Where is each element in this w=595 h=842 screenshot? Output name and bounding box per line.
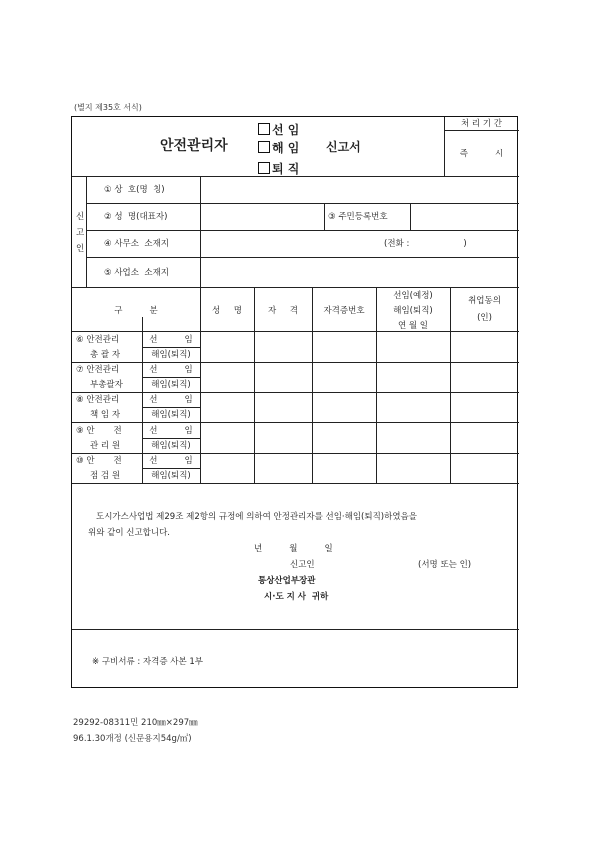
field-representative: ② 성 명(대표자): [104, 212, 168, 222]
row2-label-2: 부총괄자: [90, 380, 123, 390]
row5-label-2: 점 검 원: [90, 471, 121, 481]
row3-appoint: 선 임: [149, 395, 193, 405]
footer-form-code: 29292-08311민 210㎜×297㎜: [73, 718, 198, 728]
checkbox-dismissal[interactable]: [258, 141, 270, 153]
row1-label-2: 총 괄 자: [90, 350, 121, 360]
row1-appoint: 선 임: [149, 335, 193, 345]
site-address-input[interactable]: [201, 258, 518, 286]
header-qualification: 자 격: [268, 306, 298, 316]
header-category: 구 분: [114, 306, 158, 316]
office-address-input[interactable]: [201, 231, 381, 256]
authority-minister: 통상산업부장관: [258, 576, 316, 586]
signature-label: (서명 또는 인): [418, 560, 472, 570]
applicant-side-1: 신: [76, 212, 85, 222]
row1-label-1: ⑥ 안전관리: [76, 335, 120, 345]
trade-name-input[interactable]: [201, 177, 518, 202]
option-dismissal: 해 임: [258, 141, 299, 154]
phone-label: (전화 : ): [384, 239, 467, 249]
row5-dismiss: 해임(퇴직): [151, 471, 191, 481]
resident-number-input[interactable]: [411, 204, 518, 229]
declaration-line-2: 위와 같이 신고합니다.: [88, 528, 171, 538]
header-date-3: 연 월 일: [397, 321, 429, 331]
row4-dismiss: 해임(퇴직): [151, 441, 191, 451]
field-trade-name: ① 상 호(명 칭): [104, 185, 165, 195]
field-office-address: ④ 사무소 소재지: [104, 239, 169, 249]
header-date-1: 선임(예정): [393, 291, 433, 301]
form-number-label: (별지 제35호 서식): [74, 103, 142, 112]
row1-dismiss: 해임(퇴직): [151, 350, 191, 360]
row5-appoint: 선 임: [149, 456, 193, 466]
header-date-2: 해임(퇴직): [393, 306, 433, 316]
row4-label-1: ⑨ 안 전: [76, 426, 122, 436]
row3-label-2: 책 임 자: [90, 410, 121, 420]
footer-revision: 96.1.30개정 (신문용지54g/㎡): [73, 734, 192, 744]
field-resident-number: ③ 주민등록번호: [328, 212, 388, 222]
checkbox-appointment[interactable]: [258, 123, 270, 135]
option-retirement: 퇴 직: [258, 162, 299, 175]
row2-label-1: ⑦ 안전관리: [76, 365, 120, 375]
row4-label-2: 관 리 원: [90, 441, 121, 451]
row3-label-1: ⑧ 안전관리: [76, 395, 120, 405]
required-documents: ※ 구비서류 : 자격증 사본 1부: [92, 657, 204, 667]
authority-governor: 시·도 지 사 귀하: [264, 592, 329, 602]
checkbox-retirement[interactable]: [258, 162, 270, 174]
processing-period-label: 처 리 기 간: [461, 119, 502, 129]
header-name: 성 명: [212, 306, 242, 316]
header-consent: 취업동의: [468, 296, 501, 306]
option-appointment: 선 임: [258, 123, 299, 136]
report-form: [71, 116, 518, 688]
field-site-address: ⑤ 사업소 소재지: [104, 268, 169, 278]
declaration-line-1: 도시가스사업법 제29조 제2항의 규정에 의하여 안정관리자를 선임·해임(퇴직)하였음을: [96, 512, 417, 522]
row2-appoint: 선 임: [149, 365, 193, 375]
form-title: 안전관리자: [160, 138, 228, 154]
row2-dismiss: 해임(퇴직): [151, 380, 191, 390]
row5-label-1: ⑩ 안 전: [76, 456, 122, 466]
row3-dismiss: 해임(퇴직): [151, 410, 191, 420]
applicant-side-3: 인: [76, 244, 85, 254]
row4-appoint: 선 임: [149, 426, 193, 436]
reporter-label: 신고인: [290, 560, 315, 570]
form-title-suffix: 신고서: [326, 140, 361, 154]
header-cert-number: 자격증번호: [323, 306, 365, 316]
applicant-side-2: 고: [76, 228, 85, 238]
processing-period-value: 즉 시: [459, 149, 504, 159]
header-consent-seal: (인): [477, 313, 492, 323]
declaration-date: 년 월 일: [254, 544, 333, 554]
representative-input[interactable]: [201, 204, 323, 229]
